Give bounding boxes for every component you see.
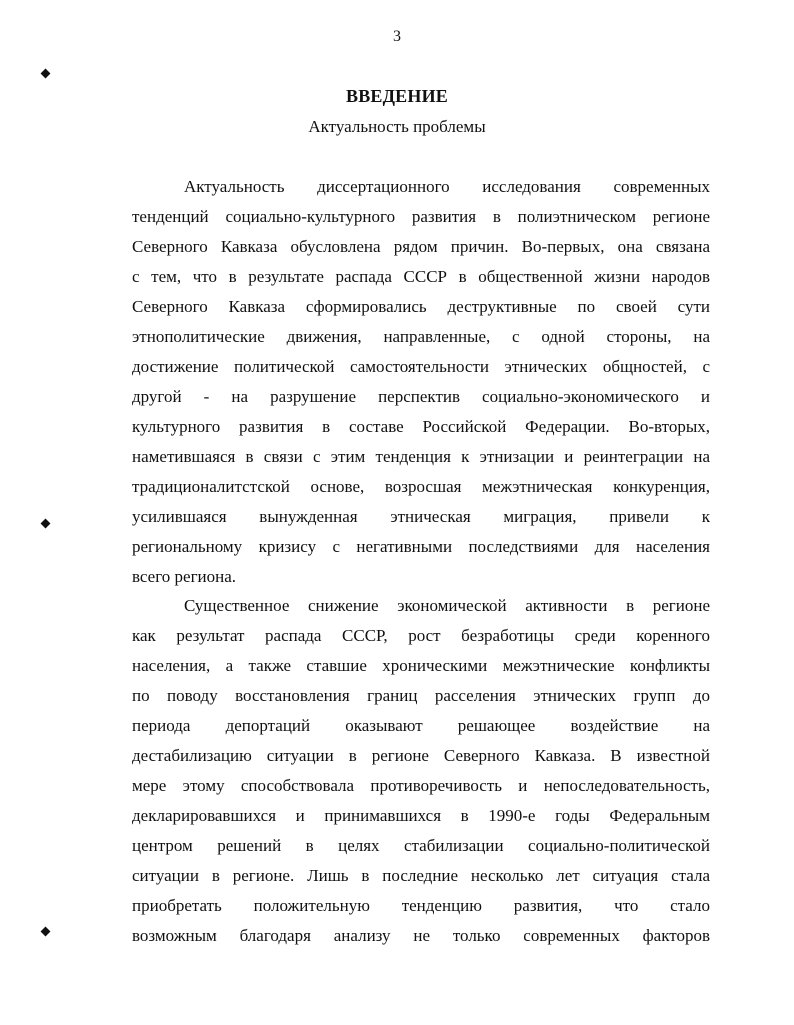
- text-line: по поводу восстановления границ расселения этнических групп до: [132, 686, 710, 705]
- text-line: периода депортаций оказывают решающее воздействие на: [132, 716, 710, 735]
- text-line: с тем, что в результате распада СССР в общественной жизни народов: [132, 267, 710, 286]
- text-line: этнополитические движения, направленные, с одной стороны, на: [132, 327, 710, 346]
- text-line: возможным благодаря анализу не только современных факторов: [132, 926, 710, 945]
- text-line: Существенное снижение экономической активности в регионе: [184, 596, 710, 615]
- text-line: достижение политической самостоятельности этнических общностей, с: [132, 357, 710, 376]
- text-line: культурного развития в составе Российской Федерации. Во-вторых,: [132, 417, 710, 436]
- page-title: ВВЕДЕНИЕ: [345, 86, 448, 106]
- paragraph-2: [132, 591, 710, 951]
- text-line: Актуальность диссертационного исследования современных: [184, 177, 710, 196]
- section-subtitle: Актуальность проблемы: [308, 117, 486, 136]
- text-line: дестабилизацию ситуации в регионе Северного Кавказа. В известной: [132, 746, 710, 765]
- text-line: мере этому способствовала противоречивость и непоследовательность,: [132, 776, 710, 795]
- text-line: центром решений в целях стабилизации социально-политической: [132, 836, 710, 855]
- text-line: всего региона.: [132, 567, 237, 586]
- text-line: региональному кризису с негативными последствиями для населения: [132, 537, 710, 556]
- text-line: Северного Кавказа обусловлена рядом причин. Во-первых, она связана: [132, 237, 710, 256]
- text-line: декларировавшихся и принимавшихся в 1990-е годы Федеральным: [132, 806, 710, 825]
- text-line: традиционалитстской основе, возросшая межэтническая конкуренция,: [132, 477, 710, 496]
- text-line: как результат распада СССР, рост безработицы среди коренного: [132, 626, 710, 645]
- text-line: ситуации в регионе. Лишь в последние несколько лет ситуация стала: [132, 866, 710, 885]
- text-line: другой - на разрушение перспектив социально-экономического и: [132, 387, 710, 406]
- margin-mark-icon: [41, 69, 51, 79]
- margin-mark-icon: [41, 519, 51, 529]
- text-line: наметившаяся в связи с этим тенденция к этнизации и реинтеграции на: [132, 447, 710, 466]
- text-line: тенденций социально-культурного развития в полиэтническом регионе: [132, 207, 710, 226]
- paragraph-1: [132, 172, 710, 592]
- text-line: усилившаяся вынужденная этническая миграция, привели к: [132, 507, 710, 526]
- text-line: населения, а также ставшие хроническими межэтнические конфликты: [132, 656, 710, 675]
- margin-mark-icon: [41, 927, 51, 937]
- text-line: Северного Кавказа сформировались деструктивные по своей сути: [132, 297, 710, 316]
- text-line: приобретать положительную тенденцию развития, что стало: [132, 896, 710, 915]
- page-number: 3: [393, 28, 401, 45]
